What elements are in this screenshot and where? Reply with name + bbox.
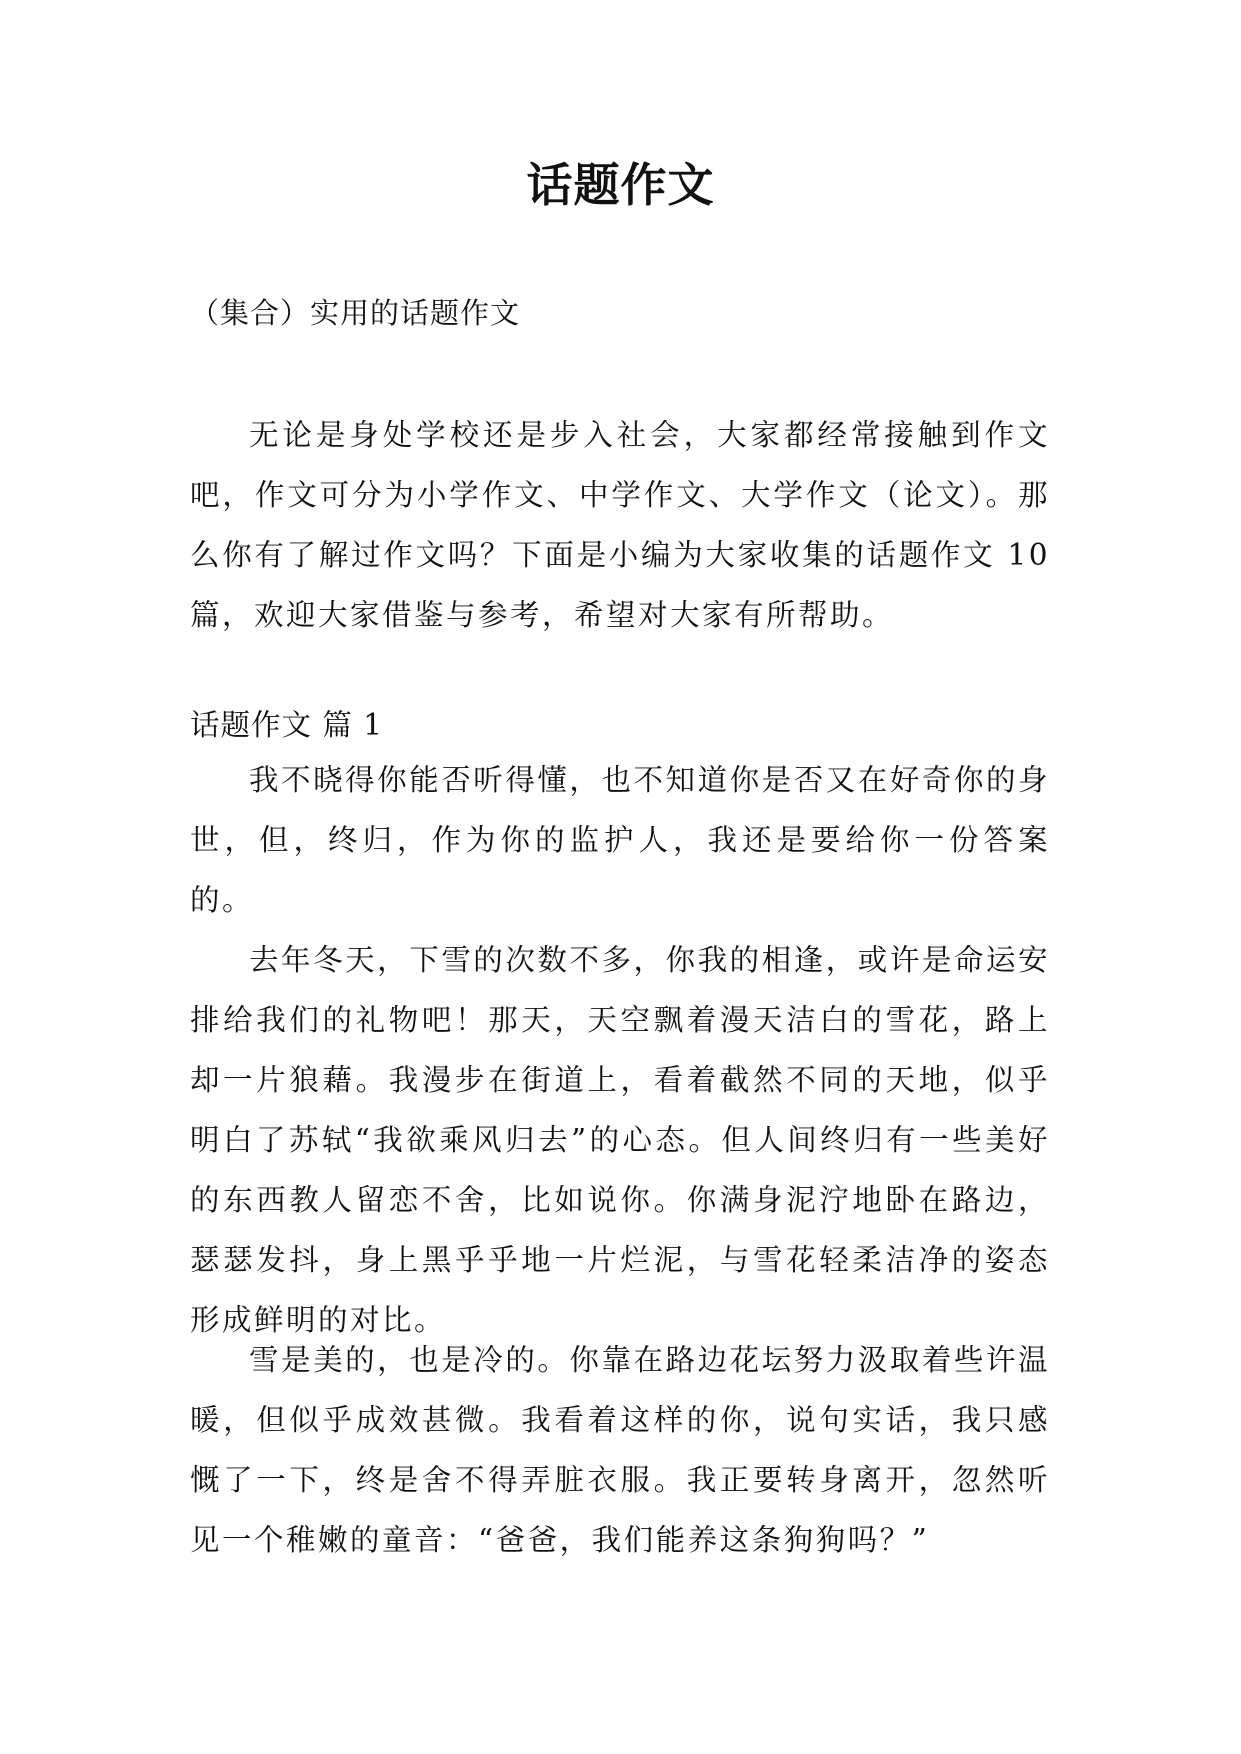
body-paragraph: 去年冬天，下雪的次数不多，你我的相逢，或许是命运安排给我们的礼物吧！那天，天空飘着漫天洁白的雪花，路上却一片狼藉。我漫步在街道上，看着截然不同的天地，似乎明白了苏轼“我欲乘风归去”的心态。但人间终归有一些美好的东西教人留恋不舍，比如说你。你满身泥泞地卧在路边，瑟瑟发抖，身上黑乎乎地一片烂泥，与雪花轻柔洁净的姿态形成鲜明的对比。 [190,943,1050,1337]
document-subtitle: （集合）实用的话题作文 [190,296,521,330]
document-title: 话题作文 [526,158,715,212]
body-paragraph: 雪是美的，也是冷的。你靠在路边花坛努力汲取着些许温暖，但似乎成效甚微。我看着这样的你，说句实话，我只感慨了一下，终是舍不得弄脏衣服。我正要转身离开，忽然听见一个稚嫩的童音：“爸爸，我们能养这条狗狗吗？” [190,1343,1050,1557]
section-heading: 话题作文 篇 1 [190,708,384,742]
intro-paragraph: 无论是身处学校还是步入社会，大家都经常接触到作文吧，作文可分为小学作文、中学作文、大学作文（论文）。那么你有了解过作文吗？下面是小编为大家收集的话题作文 10 篇，欢迎大家借鉴与参考，希望对大家有所帮助。 [190,418,1050,632]
body-paragraph: 我不晓得你能否听得懂，也不知道你是否又在好奇你的身世，但，终归，作为你的监护人，我还是要给你一份答案的。 [190,763,1050,917]
